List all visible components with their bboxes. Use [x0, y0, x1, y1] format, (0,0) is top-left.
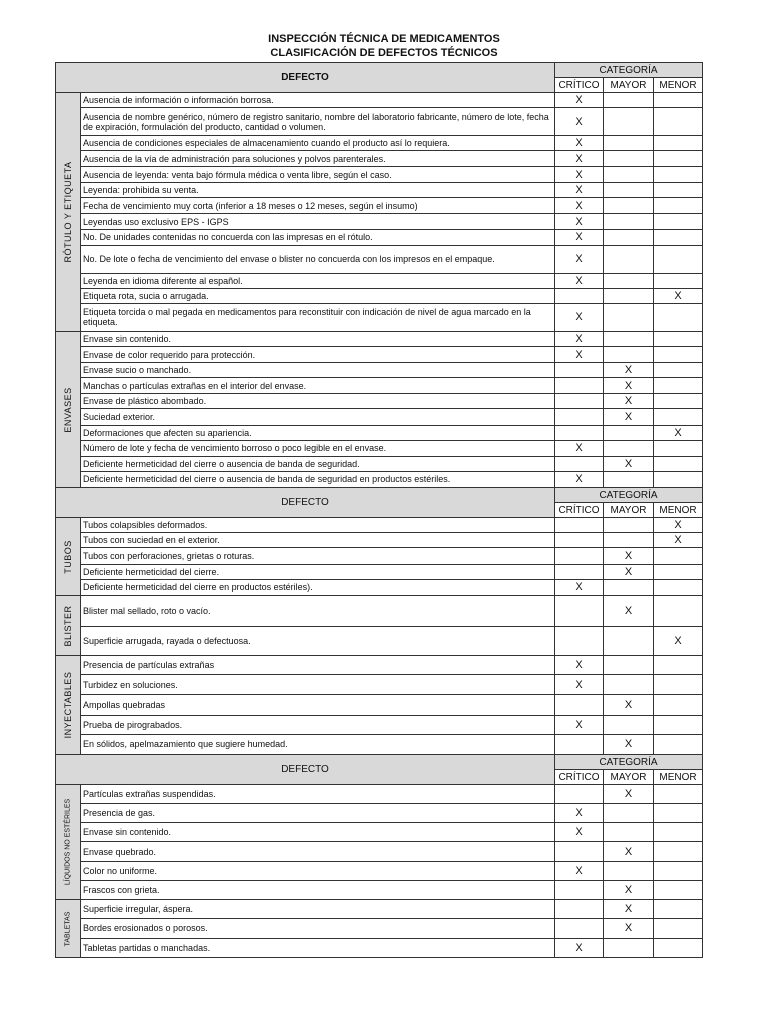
categoria-header: CATEGORÍA — [555, 755, 703, 770]
category-cell-mayor: X — [604, 734, 654, 754]
category-cell-mayor — [604, 518, 654, 533]
category-cell-menor — [654, 456, 703, 471]
category-cell-critico: X — [555, 440, 604, 456]
section-label: INYECTABLES — [63, 671, 73, 739]
table-row — [56, 823, 703, 842]
table-row — [56, 245, 703, 273]
table-row — [56, 363, 703, 378]
category-cell-critico — [555, 394, 604, 409]
category-cell-menor: X — [654, 626, 703, 656]
defect-description: Ampollas quebradas — [81, 695, 555, 715]
category-cell-menor — [654, 93, 703, 108]
category-cell-mayor — [604, 804, 654, 823]
defect-description: Etiqueta rota, sucia o arrugada. — [81, 288, 555, 303]
table-row — [56, 938, 703, 957]
category-cell-mayor — [604, 108, 654, 136]
category-cell-mayor — [604, 656, 654, 675]
categoria-header: CATEGORÍA — [555, 488, 703, 503]
category-cell-mayor — [604, 288, 654, 303]
defect-description: Presencia de partículas extrañas — [81, 656, 555, 675]
defect-description: Turbidez en soluciones. — [81, 675, 555, 695]
category-cell-critico — [555, 842, 604, 861]
defect-description: Envase de plástico abombado. — [81, 394, 555, 409]
section-label-cell — [56, 785, 81, 900]
table-row — [56, 440, 703, 456]
table-row — [56, 332, 703, 347]
defect-description: Leyenda: prohibida su venta. — [81, 183, 555, 198]
title-line-2: CLASIFICACIÓN DE DEFECTOS TÉCNICOS — [270, 47, 498, 59]
category-cell-menor — [654, 378, 703, 394]
category-cell-mayor — [604, 675, 654, 695]
category-cell-critico: X — [555, 715, 604, 734]
category-cell-mayor: X — [604, 456, 654, 471]
category-cell-mayor: X — [604, 900, 654, 919]
category-cell-menor — [654, 715, 703, 734]
table-row — [56, 167, 703, 183]
category-cell-mayor — [604, 183, 654, 198]
category-cell-mayor — [604, 151, 654, 167]
category-cell-menor — [654, 804, 703, 823]
category-cell-critico — [555, 564, 604, 579]
table-row — [56, 880, 703, 899]
defect-description: Blister mal sellado, roto o vacío. — [81, 596, 555, 627]
category-cell-menor — [654, 167, 703, 183]
category-cell-mayor: X — [604, 596, 654, 627]
category-cell-mayor — [604, 214, 654, 229]
table-row — [56, 626, 703, 656]
category-cell-critico — [555, 695, 604, 715]
category-cell-menor: X — [654, 518, 703, 533]
defect-description: Envase sin contenido. — [81, 332, 555, 347]
defect-description: Leyenda en idioma diferente al español. — [81, 273, 555, 288]
category-cell-menor — [654, 675, 703, 695]
category-cell-menor — [654, 596, 703, 627]
section-label: ENVASES — [63, 386, 73, 433]
table-row — [56, 456, 703, 471]
category-cell-critico: X — [555, 675, 604, 695]
table-row — [56, 93, 703, 108]
table-row — [56, 900, 703, 919]
category-cell-critico — [555, 880, 604, 899]
category-cell-critico — [555, 456, 604, 471]
category-cell-mayor: X — [604, 880, 654, 899]
table-row — [56, 518, 703, 533]
table-row — [56, 409, 703, 425]
category-cell-mayor — [604, 715, 654, 734]
category-cell-menor — [654, 656, 703, 675]
table-row — [56, 347, 703, 363]
category-cell-mayor — [604, 347, 654, 363]
table-row — [56, 675, 703, 695]
category-cell-mayor — [604, 245, 654, 273]
category-cell-menor — [654, 695, 703, 715]
category-cell-menor: X — [654, 425, 703, 440]
defecto-header: DEFECTO — [56, 755, 555, 785]
table-row — [56, 785, 703, 804]
category-cell-menor — [654, 409, 703, 425]
defect-description: Envase quebrado. — [81, 842, 555, 861]
category-cell-menor — [654, 303, 703, 331]
table-row — [56, 136, 703, 151]
defect-description: Superficie arrugada, rayada o defectuosa. — [81, 626, 555, 656]
document-title — [0, 32, 768, 60]
category-cell-mayor — [604, 626, 654, 656]
category-cell-menor — [654, 136, 703, 151]
category-cell-critico: X — [555, 273, 604, 288]
category-cell-menor — [654, 548, 703, 564]
table-row — [56, 288, 703, 303]
table-row — [56, 303, 703, 331]
defect-description: En sólidos, apelmazamiento que sugiere humedad. — [81, 734, 555, 754]
category-cell-mayor — [604, 167, 654, 183]
defect-description: No. De lote o fecha de vencimiento del envase o blister no concuerda con los impresos en el empaque. — [81, 245, 555, 273]
category-cell-mayor: X — [604, 919, 654, 938]
table-row — [56, 151, 703, 167]
category-cell-mayor: X — [604, 548, 654, 564]
defect-description: Prueba de pirograbados. — [81, 715, 555, 734]
section-label: TABLETAS — [64, 911, 72, 946]
category-cell-menor — [654, 363, 703, 378]
category-cell-mayor: X — [604, 378, 654, 394]
defect-description: Manchas o partículas extrañas en el interior del envase. — [81, 378, 555, 394]
category-cell-menor — [654, 440, 703, 456]
category-cell-menor — [654, 183, 703, 198]
category-cell-critico: X — [555, 347, 604, 363]
column-header-menor: MENOR — [654, 503, 703, 518]
category-cell-mayor — [604, 93, 654, 108]
defect-description: Deficiente hermeticidad del cierre. — [81, 564, 555, 579]
category-cell-critico: X — [555, 93, 604, 108]
defecto-header: DEFECTO — [56, 63, 555, 93]
category-cell-menor — [654, 579, 703, 595]
defect-description: Ausencia de nombre genérico, número de registro sanitario, nombre del laboratorio fabricante, número de lote, fecha de expiración, formulación del producto, cantidad o volumen. — [81, 108, 555, 136]
category-cell-critico: X — [555, 183, 604, 198]
section-label-cell — [56, 596, 81, 656]
category-cell-critico: X — [555, 804, 604, 823]
column-header-mayor: MAYOR — [604, 770, 654, 785]
category-cell-menor — [654, 785, 703, 804]
category-cell-menor — [654, 900, 703, 919]
defects-table — [55, 62, 703, 958]
category-cell-critico — [555, 363, 604, 378]
category-cell-mayor: X — [604, 564, 654, 579]
category-cell-critico: X — [555, 823, 604, 842]
table-row — [56, 471, 703, 487]
category-cell-critico — [555, 378, 604, 394]
column-header-critico: CRÍTICO — [555, 78, 604, 93]
categoria-header: CATEGORÍA — [555, 63, 703, 78]
defect-description: Ausencia de información o información borrosa. — [81, 93, 555, 108]
defect-description: Tubos colapsibles deformados. — [81, 518, 555, 533]
table-row — [56, 861, 703, 880]
defect-description: Partículas extrañas suspendidas. — [81, 785, 555, 804]
category-cell-critico: X — [555, 214, 604, 229]
defect-description: Suciedad exterior. — [81, 409, 555, 425]
column-header-critico: CRÍTICO — [555, 503, 604, 518]
category-cell-critico: X — [555, 108, 604, 136]
category-cell-critico: X — [555, 136, 604, 151]
table-row — [56, 198, 703, 214]
category-cell-critico — [555, 518, 604, 533]
table-row — [56, 425, 703, 440]
defect-description: Envase sucio o manchado. — [81, 363, 555, 378]
category-cell-menor — [654, 880, 703, 899]
table-row — [56, 564, 703, 579]
column-header-menor: MENOR — [654, 78, 703, 93]
defect-description: Bordes erosionados o porosos. — [81, 919, 555, 938]
table-row — [56, 533, 703, 548]
defecto-header: DEFECTO — [56, 488, 555, 518]
category-cell-menor — [654, 394, 703, 409]
category-cell-menor — [654, 198, 703, 214]
column-header-menor: MENOR — [654, 770, 703, 785]
category-cell-menor — [654, 734, 703, 754]
page-bottom-margin — [0, 973, 768, 1024]
category-cell-menor — [654, 245, 703, 273]
column-header-critico: CRÍTICO — [555, 770, 604, 785]
table-row — [56, 579, 703, 595]
defect-description: Presencia de gas. — [81, 804, 555, 823]
defect-description: Tabletas partidas o manchadas. — [81, 938, 555, 957]
defect-description: Superficie irregular, áspera. — [81, 900, 555, 919]
table-header-row — [56, 63, 703, 78]
category-cell-critico — [555, 919, 604, 938]
category-cell-mayor: X — [604, 394, 654, 409]
category-cell-critico: X — [555, 245, 604, 273]
category-cell-critico: X — [555, 579, 604, 595]
defect-description: Deformaciones que afecten su apariencia. — [81, 425, 555, 440]
category-cell-mayor — [604, 471, 654, 487]
defect-description: Envase de color requerido para protección. — [81, 347, 555, 363]
defect-description: Tubos con suciedad en el exterior. — [81, 533, 555, 548]
category-cell-menor — [654, 229, 703, 245]
category-cell-menor — [654, 273, 703, 288]
category-cell-critico — [555, 734, 604, 754]
category-cell-menor — [654, 919, 703, 938]
category-cell-critico: X — [555, 229, 604, 245]
category-cell-menor — [654, 938, 703, 957]
category-cell-mayor — [604, 136, 654, 151]
category-cell-mayor — [604, 579, 654, 595]
defect-description: Frascos con grieta. — [81, 880, 555, 899]
category-cell-mayor: X — [604, 695, 654, 715]
defect-description: Deficiente hermeticidad del cierre o ausencia de banda de seguridad en productos estériles. — [81, 471, 555, 487]
category-cell-mayor — [604, 938, 654, 957]
table-row — [56, 695, 703, 715]
category-cell-menor — [654, 214, 703, 229]
category-cell-menor — [654, 823, 703, 842]
column-header-mayor: MAYOR — [604, 78, 654, 93]
defect-description: No. De unidades contenidas no concuerda con las impresas en el rótulo. — [81, 229, 555, 245]
category-cell-critico: X — [555, 151, 604, 167]
category-cell-critico: X — [555, 198, 604, 214]
category-cell-mayor — [604, 229, 654, 245]
category-cell-menor: X — [654, 533, 703, 548]
category-cell-menor — [654, 471, 703, 487]
section-label-cell — [56, 332, 81, 488]
category-cell-critico — [555, 533, 604, 548]
category-cell-mayor — [604, 198, 654, 214]
defect-description: Envase sin contenido. — [81, 823, 555, 842]
category-cell-critico — [555, 548, 604, 564]
category-cell-critico: X — [555, 861, 604, 880]
table-row — [56, 596, 703, 627]
category-cell-menor — [654, 332, 703, 347]
category-cell-critico — [555, 900, 604, 919]
category-cell-menor — [654, 842, 703, 861]
category-cell-critico — [555, 785, 604, 804]
title-line-1: INSPECCIÓN TÉCNICA DE MEDICAMENTOS — [268, 33, 500, 45]
category-cell-mayor: X — [604, 363, 654, 378]
section-label: BLISTER — [63, 604, 73, 647]
table-header-row — [56, 488, 703, 503]
category-cell-critico: X — [555, 656, 604, 675]
section-label-cell — [56, 93, 81, 332]
category-cell-mayor — [604, 440, 654, 456]
category-cell-critico: X — [555, 167, 604, 183]
category-cell-critico — [555, 626, 604, 656]
category-cell-menor — [654, 861, 703, 880]
defects-table-body — [56, 63, 703, 958]
category-cell-mayor — [604, 533, 654, 548]
category-cell-mayor: X — [604, 409, 654, 425]
category-cell-menor — [654, 108, 703, 136]
section-label-cell — [56, 900, 81, 958]
table-row — [56, 804, 703, 823]
table-row — [56, 378, 703, 394]
category-cell-mayor — [604, 273, 654, 288]
category-cell-critico — [555, 596, 604, 627]
category-cell-mayor — [604, 425, 654, 440]
category-cell-menor — [654, 151, 703, 167]
table-row — [56, 919, 703, 938]
table-row — [56, 229, 703, 245]
table-row — [56, 656, 703, 675]
category-cell-mayor — [604, 861, 654, 880]
column-header-mayor: MAYOR — [604, 503, 654, 518]
table-row — [56, 108, 703, 136]
category-cell-mayor — [604, 332, 654, 347]
category-cell-critico: X — [555, 303, 604, 331]
category-cell-critico: X — [555, 471, 604, 487]
category-cell-mayor — [604, 303, 654, 331]
section-label-cell — [56, 518, 81, 596]
category-cell-critico: X — [555, 332, 604, 347]
category-cell-mayor: X — [604, 842, 654, 861]
category-cell-menor — [654, 347, 703, 363]
defect-description: Ausencia de condiciones especiales de almacenamiento cuando el producto así lo requiera. — [81, 136, 555, 151]
category-cell-critico: X — [555, 938, 604, 957]
category-cell-mayor: X — [604, 785, 654, 804]
category-cell-menor — [654, 564, 703, 579]
section-label: TUBOS — [63, 539, 73, 574]
defect-description: Etiqueta torcida o mal pegada en medicamentos para reconstituir con indicación de nivel de agua marcado en la etiqueta. — [81, 303, 555, 331]
table-row — [56, 214, 703, 229]
table-row — [56, 394, 703, 409]
defect-description: Ausencia de leyenda: venta bajo fórmula médica o venta libre, según el caso. — [81, 167, 555, 183]
defect-description: Color no uniforme. — [81, 861, 555, 880]
category-cell-critico — [555, 409, 604, 425]
table-row — [56, 734, 703, 754]
table-row — [56, 548, 703, 564]
table-row — [56, 183, 703, 198]
defect-description: Fecha de vencimiento muy corta (inferior a 18 meses o 12 meses, según el insumo) — [81, 198, 555, 214]
section-label: RÓTULO Y ETIQUETA — [63, 161, 73, 263]
section-label: LÍQUIDOS NO ESTÉRILES — [64, 798, 72, 886]
table-header-row — [56, 755, 703, 770]
section-label-cell — [56, 656, 81, 755]
category-cell-critico — [555, 288, 604, 303]
category-cell-menor: X — [654, 288, 703, 303]
defect-description: Tubos con perforaciones, grietas o roturas. — [81, 548, 555, 564]
defect-description: Deficiente hermeticidad del cierre o ausencia de banda de seguridad. — [81, 456, 555, 471]
defect-description: Leyendas uso exclusivo EPS - IGPS — [81, 214, 555, 229]
table-row — [56, 273, 703, 288]
defect-description: Deficiente hermeticidad del cierre en productos estériles). — [81, 579, 555, 595]
defect-description: Número de lote y fecha de vencimiento borroso o poco legible en el envase. — [81, 440, 555, 456]
defect-description: Ausencia de la vía de administración para soluciones y polvos parenterales. — [81, 151, 555, 167]
table-row — [56, 842, 703, 861]
category-cell-mayor — [604, 823, 654, 842]
table-row — [56, 715, 703, 734]
category-cell-critico — [555, 425, 604, 440]
